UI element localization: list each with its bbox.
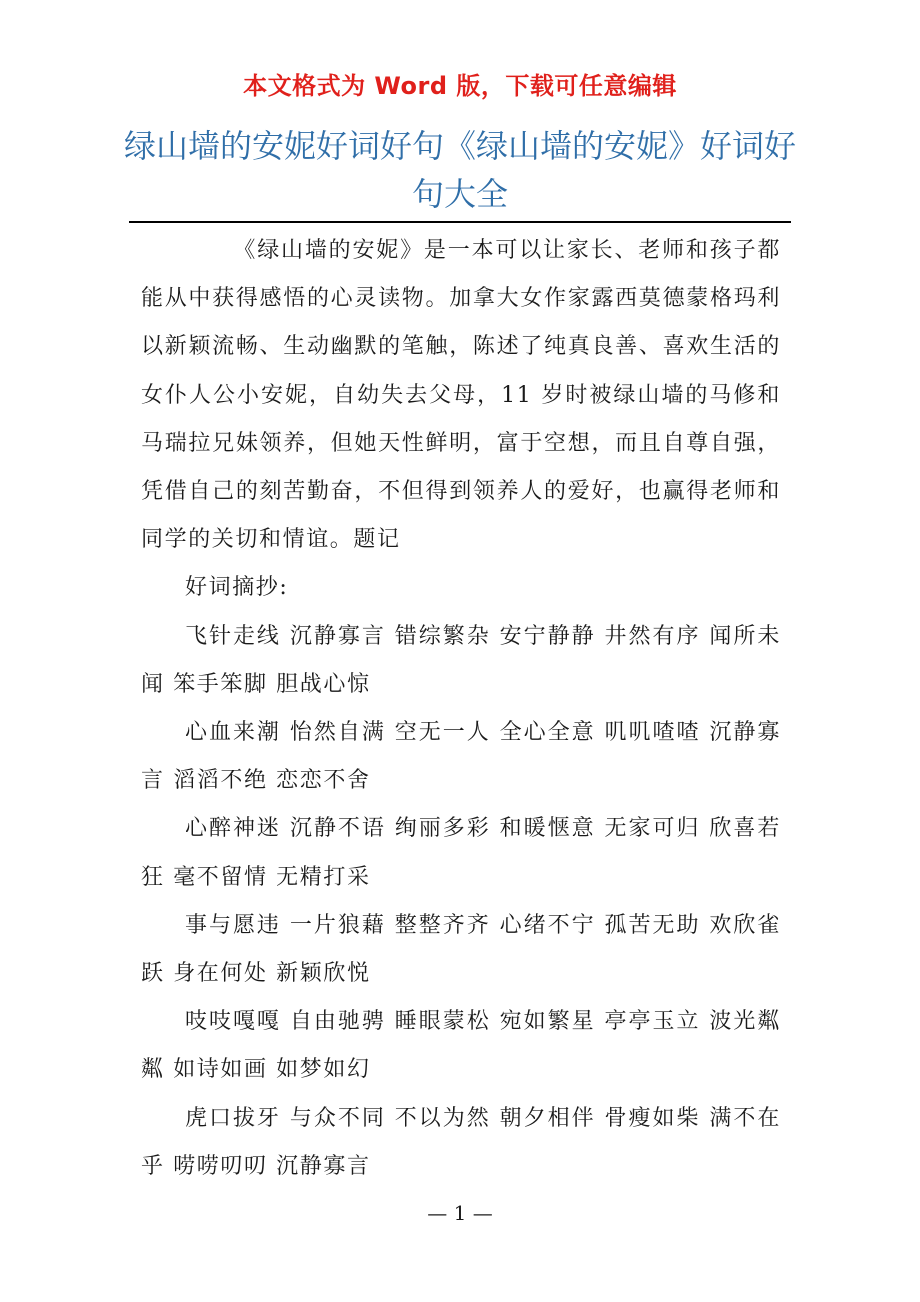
document-body [141, 227, 781, 1191]
vocab-paragraph: 飞针走线 沉静寡言 错综繁杂 安宁静静 井然有序 闻所未闻 笨手笨脚 胆战心惊 [141, 623, 781, 697]
format-notice: 本文格式为 Word 版，下载可任意编辑 [243, 72, 677, 100]
vocab-heading: 好词摘抄: [185, 575, 289, 601]
page-number: — 1 — [427, 1201, 493, 1225]
vocab-paragraph: 事与愿违 一片狼藉 整整齐齐 心绪不宁 孤苦无助 欢欣雀跃 身在何处 新颖欣悦 [141, 912, 781, 987]
title-divider [129, 221, 791, 223]
intro-paragraph: 《绿山墙的安妮》是一本可以让家长、老师和孩子都能从中获得感悟的心灵读物。加拿大女作家露西莫德蒙格玛利以新颖流畅、生动幽默的笔触，陈述了纯真良善、喜欢生活的女仆人公小安妮，自幼失去父母，11 岁时被绿山墙的马修和马瑞拉兄妹领养，但她天性鲜明，富于空想，而且自尊自强，凭借自己的刻苦勤奋，不但得到领养人的爱好，也赢得老师和同学的关切和情谊。题记 [141, 238, 781, 553]
page-title: 绿山墙的安妮好词好句《绿山墙的安妮》好词好句大全 [123, 127, 796, 213]
vocab-paragraph: 心醉神迷 沉静不语 绚丽多彩 和暖惬意 无家可归 欣喜若狂 毫不留情 无精打采 [141, 816, 781, 890]
vocab-paragraph: 虎口拔牙 与众不同 不以为然 朝夕相伴 骨瘦如柴 满不在乎 唠唠叨叨 沉静寡言 [141, 1105, 781, 1179]
vocab-paragraph: 吱吱嘎嘎 自由驰骋 睡眼蒙松 宛如繁星 亭亭玉立 波光粼粼 如诗如画 如梦如幻 [141, 1009, 781, 1083]
vocab-paragraph: 心血来潮 怡然自满 空无一人 全心全意 叽叽喳喳 沉静寡言 滔滔不绝 恋恋不舍 [141, 720, 781, 794]
